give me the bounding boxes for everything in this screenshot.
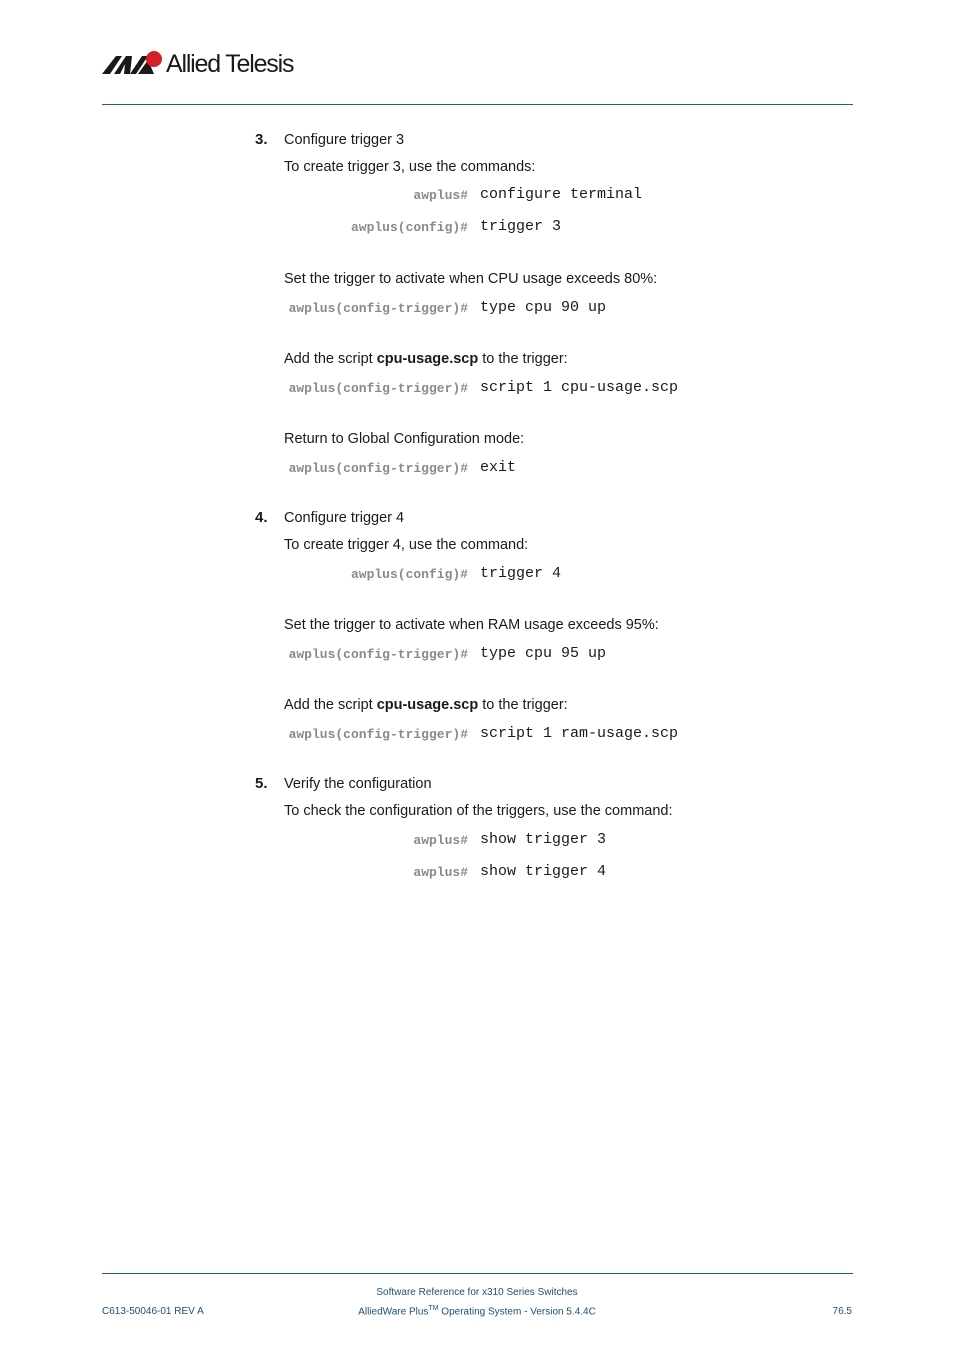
footer-doc-title: Software Reference for x310 Series Switches xyxy=(376,1287,578,1298)
cli-command: type cpu 95 up xyxy=(480,645,607,662)
cli-command: show trigger 4 xyxy=(480,863,607,880)
step-title: Configure trigger 3 xyxy=(284,132,405,148)
cli-prompt: awplus(config-trigger)# xyxy=(288,301,468,316)
cli-prompt: awplus# xyxy=(413,188,468,203)
step-title: Configure trigger 4 xyxy=(284,510,405,526)
command-line xyxy=(0,459,954,479)
cli-prompt: awplus(config-trigger)# xyxy=(288,647,468,662)
command-line xyxy=(0,379,954,399)
trademark-sup: TM xyxy=(428,1305,439,1312)
cli-command: show trigger 3 xyxy=(480,831,607,848)
cli-prompt: awplus# xyxy=(413,833,468,848)
instruction-text: Add the script cpu-usage.scp to the trigger: xyxy=(284,351,568,367)
command-line xyxy=(0,725,954,745)
command-line xyxy=(0,218,954,238)
command-line xyxy=(0,186,954,206)
cli-command: type cpu 90 up xyxy=(480,299,607,316)
cli-prompt: awplus(config-trigger)# xyxy=(288,381,468,396)
instruction-text: To create trigger 3, use the commands: xyxy=(284,159,536,175)
cli-prompt: awplus(config)# xyxy=(350,220,468,235)
cli-prompt: awplus(config-trigger)# xyxy=(288,461,468,476)
step-title: Verify the configuration xyxy=(284,776,432,792)
cli-command: exit xyxy=(480,459,517,476)
command-line xyxy=(0,645,954,665)
cli-command: trigger 3 xyxy=(480,218,562,235)
cli-prompt: awplus(config-trigger)# xyxy=(288,727,468,742)
header-rule xyxy=(102,104,853,105)
script-filename: cpu-usage.scp xyxy=(376,351,479,367)
command-line xyxy=(0,831,954,851)
script-filename: cpu-usage.scp xyxy=(376,697,479,713)
instruction-text: Return to Global Configuration mode: xyxy=(284,431,525,447)
cli-command: trigger 4 xyxy=(480,565,562,582)
cli-command: configure terminal xyxy=(480,186,643,203)
cli-command: script 1 ram-usage.scp xyxy=(480,725,679,742)
footer-os-version: AlliedWare Plus™ Operating System - Version 5.4.4C xyxy=(358,1305,596,1318)
footer-rule xyxy=(102,1273,853,1274)
footer-page-number: 76.5 xyxy=(832,1306,852,1317)
cli-command: script 1 cpu-usage.scp xyxy=(480,379,679,396)
logo-wordmark: Allied Telesis xyxy=(166,50,294,78)
instruction-text: Set the trigger to activate when CPU usage exceeds 80%: xyxy=(284,271,658,287)
instruction-text: To create trigger 4, use the command: xyxy=(284,537,529,553)
cli-prompt: awplus(config)# xyxy=(350,567,468,582)
step-number: 5. xyxy=(255,775,268,792)
cli-prompt: awplus# xyxy=(413,865,468,880)
command-line xyxy=(0,299,954,319)
instruction-text: Add the script cpu-usage.scp to the trigger: xyxy=(284,697,568,713)
step-number: 3. xyxy=(255,131,268,148)
instruction-text: Set the trigger to activate when RAM usage exceeds 95%: xyxy=(284,617,659,633)
allied-telesis-logo xyxy=(102,50,294,80)
step-number: 4. xyxy=(255,509,268,526)
footer-doc-id: C613-50046-01 REV A xyxy=(102,1306,204,1317)
instruction-text: To check the configuration of the triggers, use the command: xyxy=(284,803,673,819)
logo-mark-icon xyxy=(102,50,164,76)
command-line xyxy=(0,863,954,883)
command-line xyxy=(0,565,954,585)
